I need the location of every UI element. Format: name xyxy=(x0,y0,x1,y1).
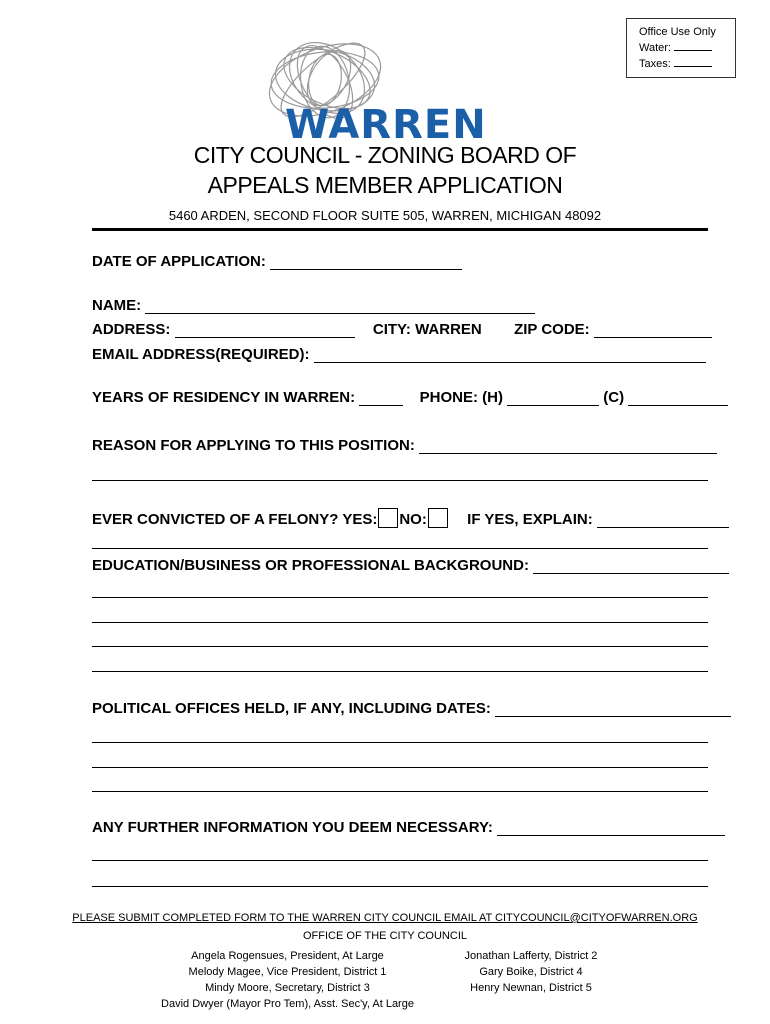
felony-yes-checkbox[interactable] xyxy=(378,508,398,528)
warren-logo-graphic xyxy=(255,38,530,142)
education-line-4[interactable] xyxy=(92,671,708,672)
logo-wordmark: WARREN xyxy=(285,102,487,142)
email-label: EMAIL ADDRESS(REQUIRED): xyxy=(92,346,310,363)
felony-explain-label: IF YES, EXPLAIN: xyxy=(467,511,593,528)
council-member: Jonathan Lafferty, District 2 xyxy=(464,950,598,962)
political-line-1[interactable] xyxy=(92,742,708,743)
reason-field[interactable] xyxy=(419,439,717,454)
political-line-3[interactable] xyxy=(92,791,708,792)
felony-yes-label: YES: xyxy=(342,511,378,528)
zip-code-field[interactable] xyxy=(594,323,712,338)
reason-row xyxy=(92,437,717,454)
felony-row xyxy=(92,508,729,528)
form-title-line-2: APPEALS MEMBER APPLICATION xyxy=(207,172,563,198)
council-address: 5460 ARDEN, SECOND FLOOR SUITE 505, WARREN, MICHIGAN 48092 xyxy=(168,208,602,223)
political-offices-row xyxy=(92,700,731,717)
felony-explain-field[interactable] xyxy=(597,513,729,528)
political-offices-field[interactable] xyxy=(495,702,731,717)
name-label: NAME: xyxy=(92,297,142,314)
council-member: Gary Boike, District 4 xyxy=(479,966,583,978)
name-field[interactable] xyxy=(145,299,535,314)
office-use-water: Water: xyxy=(639,40,735,56)
education-label: EDUCATION/BUSINESS OR PROFESSIONAL BACKGROUND: xyxy=(92,557,529,574)
council-member: Angela Rogensues, President, At Large xyxy=(191,950,384,962)
council-member: Henry Newnan, District 5 xyxy=(470,982,592,994)
political-line-2[interactable] xyxy=(92,767,708,768)
reason-label: REASON FOR APPLYING TO THIS POSITION: xyxy=(92,437,415,454)
education-line-1[interactable] xyxy=(92,597,708,598)
address-field[interactable] xyxy=(175,323,355,338)
date-of-application-row xyxy=(92,253,462,270)
city-label: CITY: WARREN xyxy=(372,321,482,338)
felony-no-label: NO: xyxy=(399,511,427,528)
education-line-3[interactable] xyxy=(92,646,708,647)
further-info-line-2[interactable] xyxy=(92,886,708,887)
office-of-city-council: OFFICE OF THE CITY COUNCIL xyxy=(303,930,467,942)
email-row xyxy=(92,346,706,363)
zip-code-label: ZIP CODE: xyxy=(514,321,590,338)
office-use-heading: Office Use Only xyxy=(639,26,716,38)
felony-label: EVER CONVICTED OF A FELONY? xyxy=(92,511,339,528)
felony-no-checkbox[interactable] xyxy=(428,508,448,528)
council-member: David Dwyer (Mayor Pro Tem), Asst. Sec'y, At Large xyxy=(161,998,414,1010)
residency-phone-row xyxy=(92,389,728,406)
home-phone-field[interactable] xyxy=(507,391,599,406)
cell-phone-field[interactable] xyxy=(628,391,728,406)
warren-logo xyxy=(255,38,530,142)
date-of-application-label: DATE OF APPLICATION: xyxy=(92,253,266,270)
cell-phone-label: (C) xyxy=(603,389,625,406)
further-info-line-1[interactable] xyxy=(92,860,708,861)
reason-field-line[interactable] xyxy=(92,480,708,481)
further-info-label: ANY FURTHER INFORMATION YOU DEEM NECESSARY: xyxy=(92,819,493,836)
education-line-2[interactable] xyxy=(92,622,708,623)
years-of-residency-label: YEARS OF RESIDENCY IN WARREN: xyxy=(92,389,356,406)
years-of-residency-field[interactable] xyxy=(359,391,403,406)
address-row xyxy=(92,321,712,338)
name-row xyxy=(92,297,535,314)
address-label: ADDRESS: xyxy=(92,321,171,338)
political-offices-label: POLITICAL OFFICES HELD, IF ANY, INCLUDING DATES: xyxy=(92,700,491,717)
submit-instructions-link[interactable]: PLEASE SUBMIT COMPLETED FORM TO THE WARREN CITY COUNCIL EMAIL AT CITYCOUNCIL@CITYOFWARREN.ORG xyxy=(72,912,698,924)
felony-explain-line[interactable] xyxy=(92,548,708,549)
education-row xyxy=(92,557,729,574)
council-member: Melody Magee, Vice President, District 1 xyxy=(188,966,387,978)
header-divider xyxy=(92,228,708,231)
office-use-box xyxy=(626,18,736,78)
council-members-right xyxy=(436,948,626,996)
email-field[interactable] xyxy=(314,348,706,363)
date-of-application-field[interactable] xyxy=(270,255,462,270)
council-member: Mindy Moore, Secretary, District 3 xyxy=(205,982,370,994)
home-phone-label: PHONE: (H) xyxy=(419,389,503,406)
education-field[interactable] xyxy=(533,559,729,574)
further-info-row xyxy=(92,819,725,836)
form-title-line-1: CITY COUNCIL - ZONING BOARD OF xyxy=(193,142,577,168)
further-info-field[interactable] xyxy=(497,821,725,836)
council-members-left xyxy=(150,948,425,1012)
office-use-taxes: Taxes: xyxy=(639,56,735,72)
